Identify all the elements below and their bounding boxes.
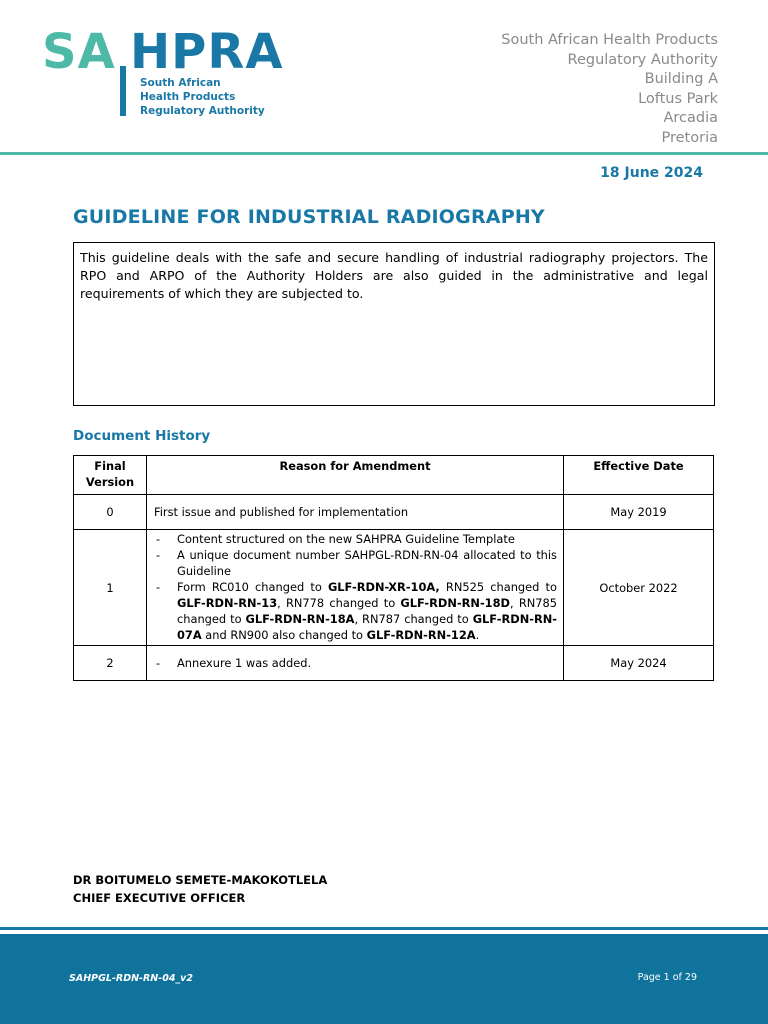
row-reason [147, 530, 564, 646]
table-row [74, 495, 714, 530]
header-divider [0, 152, 768, 155]
table-header-row [74, 456, 714, 495]
footer-page-number: Page 1 of 29 [637, 972, 697, 983]
footer-doc-ref: SAHPGL-RDN-RN-04_v2 [69, 973, 193, 984]
history-heading: Document History [73, 428, 211, 444]
logo-subtitle-line: South African [140, 77, 221, 89]
header-reason: Reason for Amendment [147, 456, 564, 495]
row-date: May 2019 [564, 495, 714, 530]
row-date: May 2024 [564, 646, 714, 681]
list-item: - A unique document number SAHPGL-RDN-RN-04 allocated to this Guideline [154, 547, 557, 579]
table-row [74, 530, 714, 646]
sahpra-logo [42, 24, 284, 128]
row-date: October 2022 [564, 530, 714, 646]
amendment-list [154, 531, 557, 643]
address-line: Loftus Park [638, 90, 718, 107]
document-title: GUIDELINE FOR INDUSTRIAL RADIOGRAPHY [73, 206, 545, 228]
logo-subtitle-line: Regulatory Authority [140, 105, 265, 117]
list-item: - Annexure 1 was added. [154, 655, 557, 671]
table-row [74, 646, 714, 681]
summary-box: This guideline deals with the safe and secure handling of industrial radiography projectors. The RPO and ARPO of the Authority Holders are also guided in the administrative and legal requirements of which they are subjected to. [73, 242, 715, 406]
row-reason [147, 646, 564, 681]
address-line: Regulatory Authority [567, 51, 718, 68]
document-date: 18 June 2024 [600, 165, 703, 181]
row-version: 2 [74, 646, 147, 681]
logo-bar [120, 66, 126, 116]
logo-text-sa: SA [42, 24, 116, 80]
header-date: Effective Date [564, 456, 714, 495]
address-block [501, 31, 718, 149]
signatory-block [73, 871, 327, 907]
row-reason: First issue and published for implementation [147, 495, 564, 530]
logo-text-hpra: HPRA [130, 24, 284, 80]
row-version: 0 [74, 495, 147, 530]
header-version: Final Version [74, 456, 147, 495]
signatory-role: CHIEF EXECUTIVE OFFICER [73, 891, 246, 905]
logo-subtitle [140, 76, 265, 118]
amendment-list [154, 655, 557, 671]
address-line: Pretoria [661, 129, 718, 146]
address-line: Building A [644, 71, 718, 88]
history-table [73, 455, 714, 681]
address-line: South African Health Products [501, 32, 718, 48]
address-line: Arcadia [663, 110, 718, 127]
row-version: 1 [74, 530, 147, 646]
signatory-name: DR BOITUMELO SEMETE-MAKOKOTLELA [73, 873, 328, 887]
logo-subtitle-line: Health Products [140, 91, 236, 103]
list-item: - Content structured on the new SAHPRA Guideline Template [154, 531, 557, 547]
list-item: - Form RC010 changed to GLF-RDN-XR-10A, RN525 changed to GLF-RDN-RN-13, RN778 changed to GLF-RDN-RN-18D, RN785 changed to GLF-RDN-RN-18A, RN787 changed to GLF-RDN-RN-07A and RN900 also changed to GLF-RDN-RN-12A. [154, 579, 557, 643]
footer-divider [0, 927, 768, 930]
